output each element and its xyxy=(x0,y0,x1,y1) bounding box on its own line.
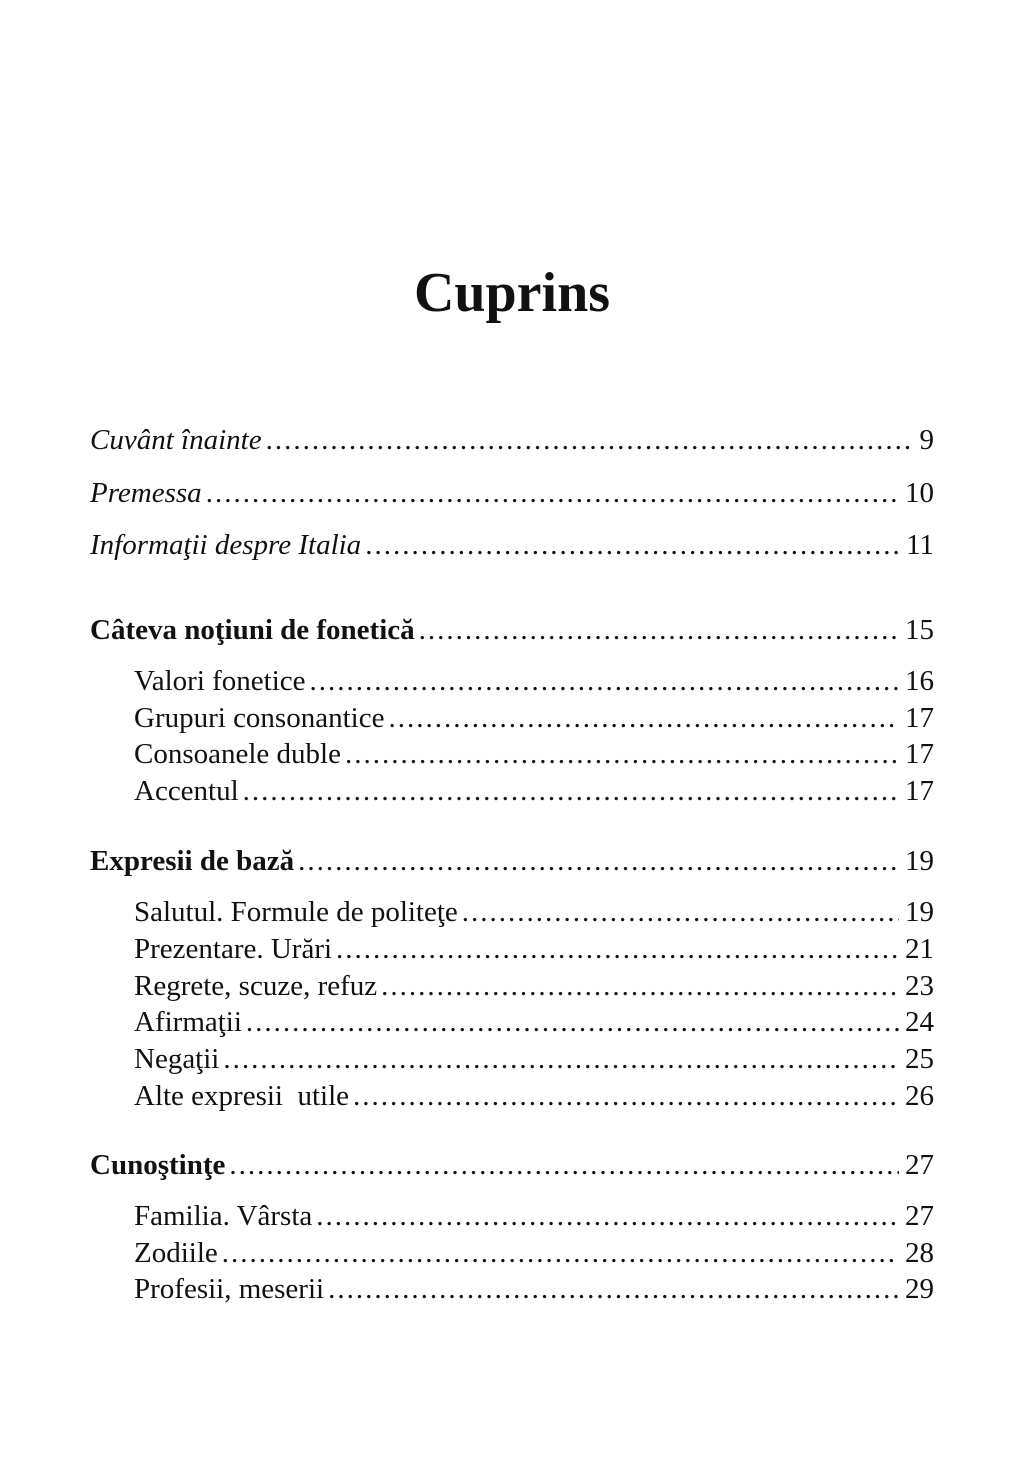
toc-item-consoanele-duble[interactable] xyxy=(134,736,934,772)
toc-item-label: Grupuri consonantice xyxy=(134,702,385,734)
toc-item-page: 28 xyxy=(905,1237,934,1269)
toc-item-label: Accentul xyxy=(134,775,239,807)
toc-item-label: Salutul. Formule de politeţe xyxy=(134,896,458,928)
toc-item-label: Alte expresii utile xyxy=(134,1080,350,1112)
dot-leader xyxy=(310,663,899,699)
toc-item-page: 26 xyxy=(905,1080,934,1112)
toc-item-salutul[interactable] xyxy=(134,894,934,930)
toc-item-label: Prezentare. Urări xyxy=(134,933,333,965)
toc-item-page: 17 xyxy=(905,738,934,770)
toc-entry-label: Cuvânt înainte xyxy=(90,424,262,456)
dot-leader xyxy=(222,1235,899,1271)
dot-leader xyxy=(365,527,900,563)
toc-item-profesii[interactable] xyxy=(134,1271,934,1307)
toc-item-page: 23 xyxy=(905,970,934,1002)
toc-section-label: Cunoştinţe xyxy=(90,1149,226,1181)
toc-item-page: 25 xyxy=(905,1043,934,1075)
toc-item-label: Familia. Vârsta xyxy=(134,1200,313,1232)
dot-leader xyxy=(388,700,899,736)
toc-item-page: 29 xyxy=(905,1273,934,1305)
toc-item-afirmatii[interactable] xyxy=(134,1004,934,1040)
toc-entry-cuvant-inainte[interactable] xyxy=(90,422,934,458)
dot-leader xyxy=(462,894,899,930)
toc-entry-premessa[interactable] xyxy=(90,475,934,511)
toc-entry-page: 9 xyxy=(919,424,934,456)
toc-entry-label: Informaţii despre Italia xyxy=(90,529,362,561)
toc-section-expresii-de-baza[interactable] xyxy=(90,843,934,879)
toc-entry-page: 11 xyxy=(906,529,934,561)
toc-item-familia[interactable] xyxy=(134,1198,934,1234)
toc-item-prezentare[interactable] xyxy=(134,931,934,967)
toc-entry-informatii-despre-italia[interactable] xyxy=(90,527,934,563)
toc-item-negatii[interactable] xyxy=(134,1041,934,1077)
dot-leader xyxy=(316,1198,899,1234)
page-title: Cuprins xyxy=(413,262,611,324)
dot-leader xyxy=(223,1041,899,1077)
toc-item-page: 24 xyxy=(905,1006,934,1038)
toc-entry-page: 10 xyxy=(905,477,934,509)
toc-section-page: 27 xyxy=(905,1149,934,1181)
toc-item-page: 21 xyxy=(905,933,934,965)
toc-item-accentul[interactable] xyxy=(134,773,934,809)
toc-item-label: Zodiile xyxy=(134,1237,218,1269)
toc-item-page: 17 xyxy=(905,775,934,807)
dot-leader xyxy=(266,422,914,458)
dot-leader xyxy=(298,843,899,879)
dot-leader xyxy=(381,968,899,1004)
toc-section-label: Câteva noţiuni de fonetică xyxy=(90,614,415,646)
dot-leader xyxy=(353,1078,899,1114)
toc-item-page: 16 xyxy=(905,665,934,697)
toc-item-alte-expresii[interactable] xyxy=(134,1078,934,1114)
toc-item-regrete[interactable] xyxy=(134,968,934,1004)
toc-item-label: Valori fonetice xyxy=(134,665,306,697)
toc-item-label: Negaţii xyxy=(134,1043,220,1075)
toc-section-fonetica[interactable] xyxy=(90,612,934,648)
toc-section-label: Expresii de bază xyxy=(90,845,295,877)
toc-section-page: 15 xyxy=(905,614,934,646)
dot-leader xyxy=(246,1004,899,1040)
dot-leader xyxy=(345,736,899,772)
toc-item-label: Afirmaţii xyxy=(134,1006,242,1038)
dot-leader xyxy=(419,612,899,648)
toc-item-grupuri-consonantice[interactable] xyxy=(134,700,934,736)
toc-section-cunostinte[interactable] xyxy=(90,1147,934,1183)
toc-section-page: 19 xyxy=(905,845,934,877)
toc-item-zodiile[interactable] xyxy=(134,1235,934,1271)
toc-item-page: 27 xyxy=(905,1200,934,1232)
dot-leader xyxy=(336,931,899,967)
toc-item-valori-fonetice[interactable] xyxy=(134,663,934,699)
dot-leader xyxy=(328,1271,899,1307)
toc-item-label: Regrete, scuze, refuz xyxy=(134,970,378,1002)
dot-leader xyxy=(206,475,899,511)
toc-item-label: Consoanele duble xyxy=(134,738,341,770)
dot-leader xyxy=(243,773,899,809)
toc-item-page: 17 xyxy=(905,702,934,734)
toc-item-page: 19 xyxy=(905,896,934,928)
toc-entry-label: Premessa xyxy=(90,477,202,509)
dot-leader xyxy=(229,1147,899,1183)
toc-item-label: Profesii, meserii xyxy=(134,1273,325,1305)
